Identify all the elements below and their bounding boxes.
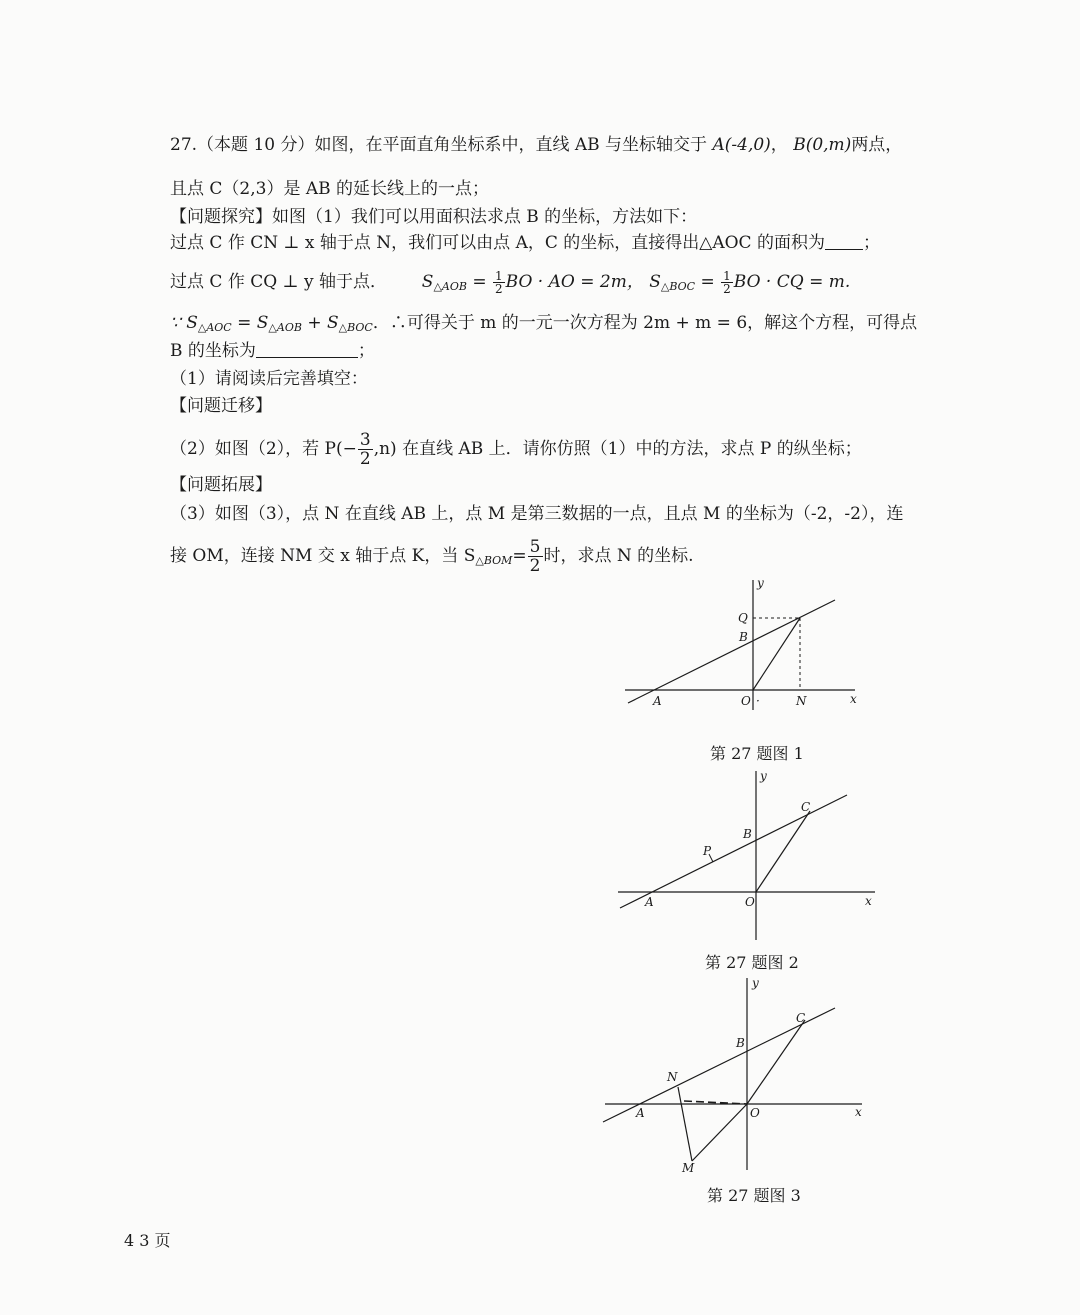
equals-sign: = [466, 272, 493, 292]
area-subscript: △AOB [433, 280, 467, 293]
label-b: B [739, 630, 748, 644]
label-q: Q [738, 611, 748, 625]
label-c: C [796, 1011, 806, 1025]
problem-text: ； [862, 233, 880, 253]
problem-text: ； [357, 341, 375, 361]
section-explore: 【问题探究】如图（1）我们可以用面积法求点 B 的坐标，方法如下： [170, 207, 698, 227]
figure-3-caption: 第 27 题图 3 [707, 1186, 801, 1205]
problem-line-2: 且点 C（2,3）是 AB 的延长线上的一点； [170, 179, 490, 199]
fraction-numerator: 5 [529, 537, 541, 557]
label-o: O [741, 694, 751, 708]
label-m: M [682, 1161, 695, 1175]
area-subscript: △AOB [268, 321, 302, 334]
label-x: x [850, 692, 857, 706]
problem-line-6 [170, 312, 917, 339]
formula-text: BO · CQ = m. [733, 272, 851, 292]
problem-text: 27.（本题 10 分）如图，在平面直角坐标系中，直线 AB 与坐标轴交于 [170, 135, 708, 155]
label-a: A [645, 895, 654, 909]
answer-blank-2[interactable] [256, 341, 358, 358]
fraction-numerator: 1 [495, 269, 503, 283]
segment-oc [756, 811, 810, 892]
fraction-numerator: 1 [723, 269, 731, 283]
area-subscript: △BOC [338, 321, 373, 334]
area-subscript: △BOM [475, 554, 513, 567]
label-x: x [865, 894, 872, 908]
formula-text: ∵ S [170, 313, 198, 333]
page-number: 4 3 页 [124, 1231, 171, 1250]
label-x: x [855, 1105, 862, 1119]
line-ab [603, 1008, 835, 1122]
label-o: O [745, 895, 755, 909]
line-ab [628, 600, 835, 703]
section-transfer: 【问题迁移】 [170, 396, 272, 416]
question-2 [170, 431, 862, 468]
fraction-half [493, 270, 505, 295]
point-a: A(-4,0) [712, 135, 771, 155]
area-subscript: △AOC [197, 321, 232, 334]
problem-text: 时，求点 N 的坐标. [543, 546, 694, 566]
label-o: O [750, 1106, 760, 1120]
equals-sign: = [512, 546, 527, 566]
fraction-denominator: 2 [723, 282, 731, 296]
formula-text: + S [301, 313, 339, 333]
label-c: C [801, 800, 811, 814]
figure-1-caption: 第 27 题图 1 [710, 744, 804, 763]
problem-text: 过点 C 作 CQ ⊥ y 轴于点． [170, 272, 387, 292]
figure-1-diagram [620, 575, 870, 715]
figure-2-caption: 第 27 题图 2 [705, 953, 799, 972]
label-y: y [752, 976, 759, 990]
fraction-half [721, 270, 733, 295]
segment-om [692, 1104, 747, 1161]
separator: ， [770, 135, 788, 155]
segment-oc [747, 1020, 805, 1104]
problem-line-4 [170, 232, 880, 254]
figure-1 [620, 575, 870, 715]
formula-text: BO · AO = 2m， [505, 272, 644, 292]
problem-text: 过点 C 作 CN ⊥ x 轴于点 N，我们可以由点 A，C 的坐标，直接得出△AOC 的面积为 [170, 233, 825, 253]
figure-3 [600, 975, 870, 1175]
area-symbol: S [421, 272, 434, 292]
problem-text: 接 OM，连接 NM 交 x 轴于点 K，当 S [170, 546, 476, 566]
segment-nm [678, 1087, 692, 1161]
question-3: （3）如图（3），点 N 在直线 AB 上，点 M 是第三数据的一点，且点 M 的坐标为（-2，-2），连 [170, 504, 904, 524]
area-symbol: S [649, 272, 661, 292]
label-n: N [796, 694, 807, 708]
fraction-denominator: 2 [495, 282, 503, 296]
question-1: （1）请阅读后完善填空： [170, 369, 368, 389]
fraction-numerator: 3 [359, 430, 371, 450]
label-b: B [743, 827, 752, 841]
line-ab [620, 795, 847, 908]
problem-line-5 [170, 270, 850, 298]
fraction-five-halves [528, 538, 543, 575]
problem-text: ,n) 在直线 AB 上．请你仿照（1）中的方法，求点 P 的纵坐标； [373, 439, 862, 459]
equals-sign: = [695, 272, 721, 292]
label-n: N [667, 1070, 678, 1084]
point-b: B(0,m) [793, 135, 852, 155]
figure-2 [615, 768, 880, 943]
problem-line-7 [170, 340, 375, 362]
answer-blank-1[interactable] [825, 233, 863, 250]
area-subscript: △BOC [660, 280, 696, 293]
label-p: P [703, 844, 712, 858]
question-3-cont [170, 538, 694, 575]
fraction-denominator: 2 [529, 556, 541, 576]
label-a: A [636, 1106, 645, 1120]
problem-line-1 [170, 134, 902, 156]
problem-text: ．∴可得关于 m 的一元一次方程为 2m + m = 6，解这个方程，可得点 [372, 313, 918, 333]
figure-2-diagram [615, 768, 880, 943]
problem-text: （2）如图（2），若 P(− [170, 439, 357, 459]
problem-text: 两点， [851, 135, 903, 155]
label-dot: · [756, 694, 760, 708]
label-b: B [736, 1036, 745, 1050]
problem-text: B 的坐标为 [170, 341, 256, 361]
figure-3-diagram [600, 975, 870, 1175]
label-y: y [760, 769, 767, 783]
fraction-three-halves [358, 431, 373, 468]
label-y: y [757, 576, 764, 590]
section-extension: 【问题拓展】 [170, 475, 272, 495]
fraction-denominator: 2 [359, 449, 371, 469]
formula-text: = S [231, 313, 269, 333]
label-a: A [653, 694, 662, 708]
